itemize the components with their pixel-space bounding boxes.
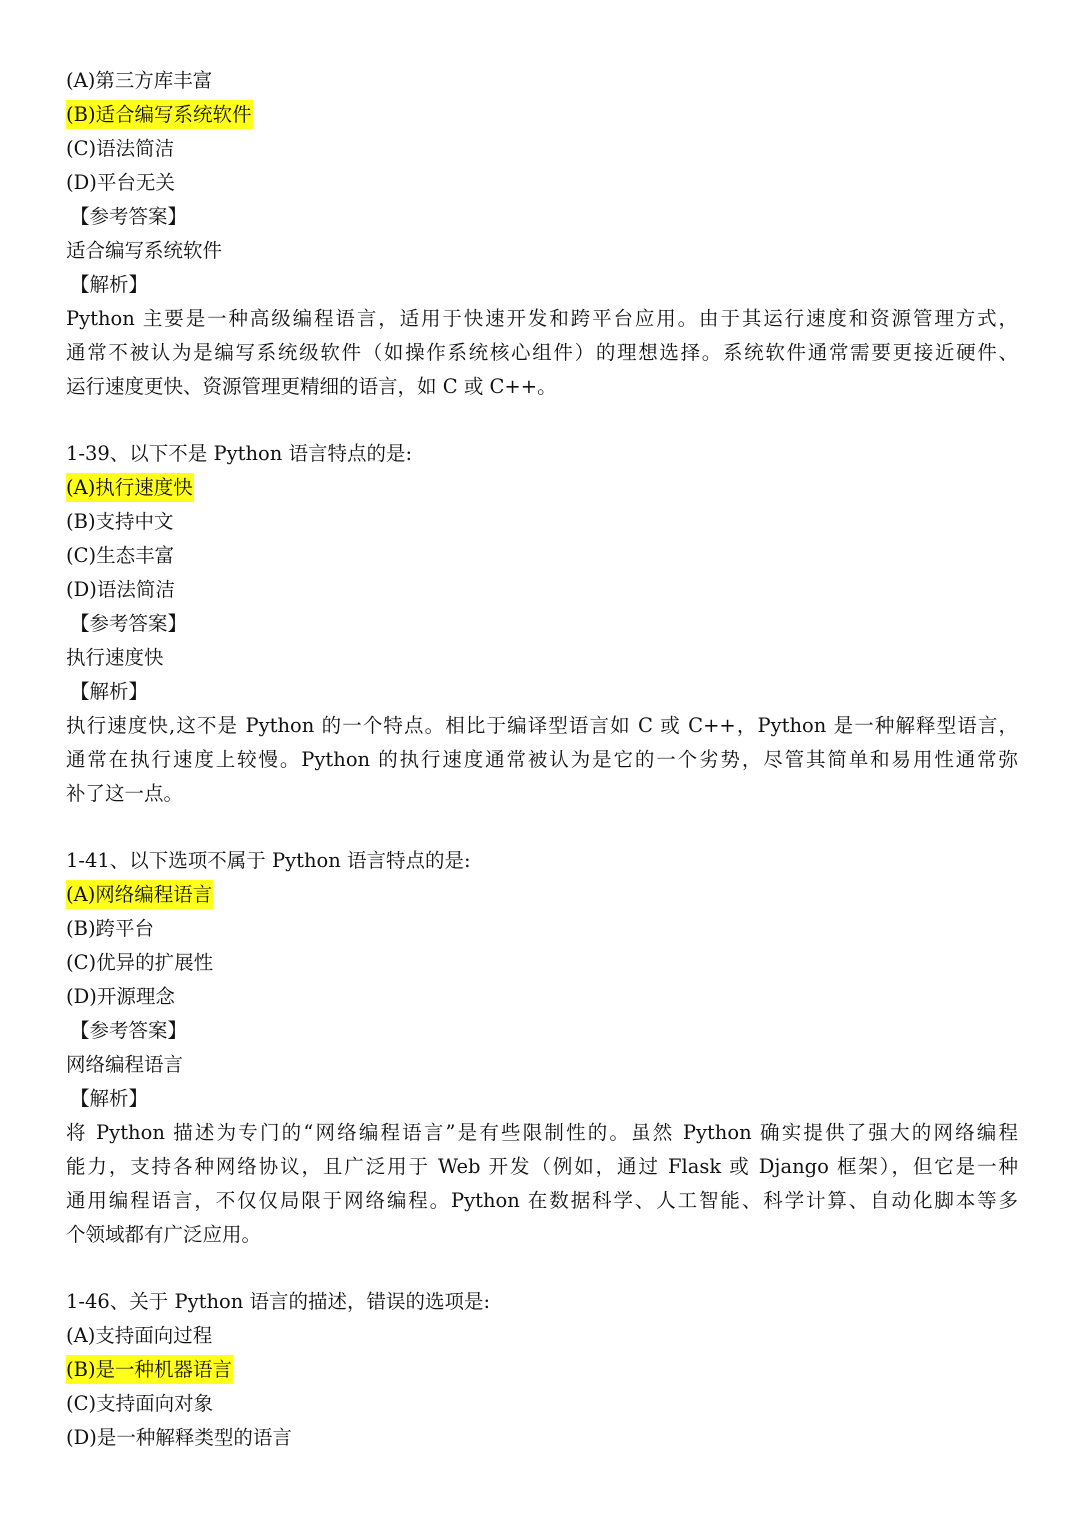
answer-label: 【参考答案】 — [70, 612, 188, 635]
analysis-label: 【解析】 — [70, 273, 149, 296]
option-b: (B)跨平台 — [66, 917, 155, 940]
option-d: (D)平台无关 — [66, 171, 175, 194]
option-c: (C)生态丰富 — [66, 544, 175, 567]
question-block — [66, 844, 1018, 1252]
analysis-line: 补了这一点。 — [66, 782, 184, 805]
correct-option-highlight: (A)网络编程语言 — [66, 880, 213, 909]
option-c: (C)支持面向对象 — [66, 1392, 214, 1415]
option-c: (C)优异的扩展性 — [66, 951, 214, 974]
spacer — [66, 811, 1018, 844]
question-block — [66, 64, 1018, 404]
answer-text: 适合编写系统软件 — [66, 239, 223, 262]
spacer — [66, 1252, 1018, 1285]
option-d: (D)是一种解释类型的语言 — [66, 1426, 292, 1449]
option-b: (B)支持中文 — [66, 510, 174, 533]
analysis-text — [66, 709, 1018, 811]
analysis-text — [66, 302, 1018, 404]
analysis-label: 【解析】 — [70, 1087, 149, 1110]
question-title: 1-41、以下选项不属于 Python 语言特点的是: — [66, 849, 471, 872]
analysis-line: 个领域都有广泛应用。 — [66, 1223, 262, 1246]
option-b — [66, 1353, 1018, 1387]
answer-label: 【参考答案】 — [70, 205, 188, 228]
option-a — [66, 471, 1018, 505]
question-block — [66, 437, 1018, 811]
answer-text: 执行速度快 — [66, 646, 164, 669]
analysis-label: 【解析】 — [70, 680, 149, 703]
question-block — [66, 1285, 1018, 1455]
analysis-line: Python 主要是一种高级编程语言，适用于快速开发和跨平台应用。由于其运行速度和资源管理方式， — [66, 307, 1018, 330]
spacer — [66, 404, 1018, 437]
analysis-line: 通用编程语言，不仅仅局限于网络编程。Python 在数据科学、人工智能、科学计算、自动化脚本等多 — [66, 1189, 1018, 1212]
option-a — [66, 878, 1018, 912]
question-title: 1-46、关于 Python 语言的描述，错误的选项是: — [66, 1290, 491, 1313]
correct-option-highlight: (B)是一种机器语言 — [66, 1355, 233, 1384]
question-title: 1-39、以下不是 Python 语言特点的是: — [66, 442, 413, 465]
option-d: (D)开源理念 — [66, 985, 175, 1008]
analysis-line: 将 Python 描述为专门的“网络编程语言”是有些限制性的。虽然 Python 确实提供了强大的网络编程 — [66, 1121, 1018, 1144]
analysis-line: 能力，支持各种网络协议，且广泛用于 Web 开发（例如，通过 Flask 或 Django 框架），但它是一种 — [66, 1155, 1018, 1178]
analysis-text — [66, 1116, 1018, 1252]
option-b — [66, 98, 1018, 132]
answer-label: 【参考答案】 — [70, 1019, 188, 1042]
analysis-line: 通常不被认为是编写系统级软件（如操作系统核心组件）的理想选择。系统软件通常需要更接近硬件、 — [66, 341, 1018, 364]
option-a: (A)第三方库丰富 — [66, 69, 213, 92]
option-c: (C)语法简洁 — [66, 137, 175, 160]
document-page — [66, 64, 1018, 1455]
analysis-line: 执行速度快,这不是 Python 的一个特点。相比于编译型语言如 C 或 C++，Python 是一种解释型语言， — [66, 714, 1018, 737]
answer-text: 网络编程语言 — [66, 1053, 184, 1076]
option-d: (D)语法简洁 — [66, 578, 175, 601]
analysis-line: 运行速度更快、资源管理更精细的语言，如 C 或 C++。 — [66, 375, 557, 398]
correct-option-highlight: (B)适合编写系统软件 — [66, 100, 253, 129]
option-a: (A)支持面向过程 — [66, 1324, 213, 1347]
analysis-line: 通常在执行速度上较慢。Python 的执行速度通常被认为是它的一个劣势，尽管其简单和易用性通常弥 — [66, 748, 1018, 771]
correct-option-highlight: (A)执行速度快 — [66, 473, 194, 502]
